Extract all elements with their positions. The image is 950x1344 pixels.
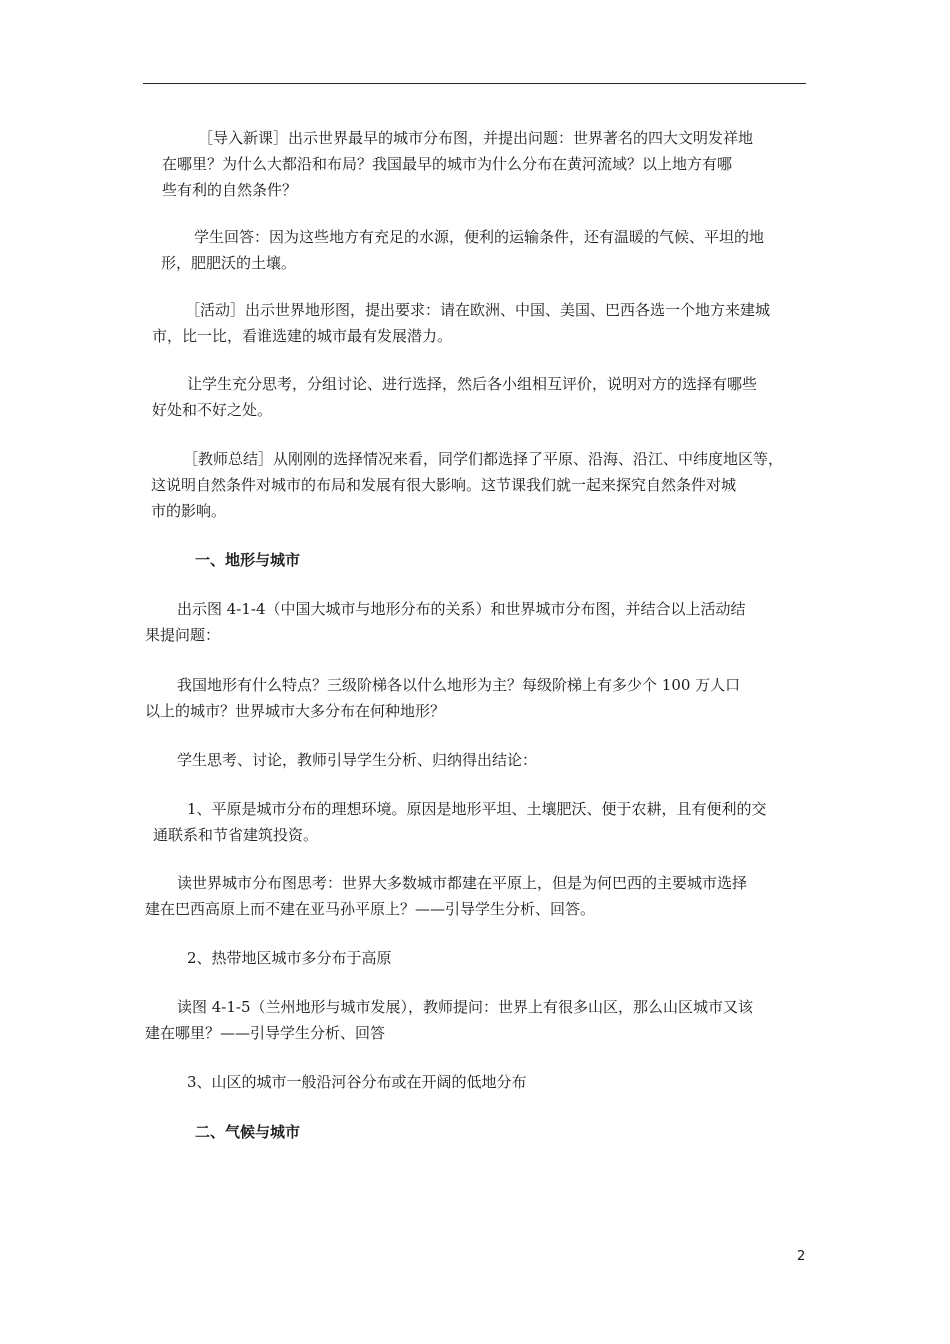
terrain-question-line1: 我国地形有什么特点？三级阶梯各以什么地形为主？每级阶梯上有多少个 100 万人口 [177,676,741,694]
teacher-summary-line3: 市的影响。 [151,502,227,520]
discussion-line2: 好处和不好之处。 [152,401,273,419]
lanzhou-question-line1: 读图 4-1-5（兰州地形与城市发展），教师提问：世界上有很多山区，那么山区城市又该 [177,998,754,1016]
activity-line1: ［活动］出示世界地形图，提出要求：请在欧洲、中国、美国、巴西各选一个地方来建城 [185,301,771,319]
conclusion-3: 3、山区的城市一般沿河谷分布或在开阔的低地分布 [187,1073,527,1091]
student-thinking: 学生思考、讨论，教师引导学生分析、归纳得出结论： [177,751,538,769]
figure-question-line1: 出示图 4-1-4（中国大城市与地形分布的关系）和世界城市分布图，并结合以上活动结 [177,600,746,618]
brazil-question-line1: 读世界城市分布图思考：世界大多数城市都建在平原上，但是为何巴西的主要城市选择 [177,874,748,892]
brazil-question-line2: 建在巴西高原上而不建在亚马孙平原上？——引导学生分析、回答。 [145,900,596,918]
student-answer-line2: 形，肥肥沃的土壤。 [161,254,297,272]
conclusion-1-line2: 通联系和节省建筑投资。 [153,826,319,844]
section-heading-terrain: 一、地形与城市 [195,551,301,569]
figure-question-line2: 果提问题： [145,626,221,644]
student-answer-line1: 学生回答：因为这些地方有充足的水源，便利的运输条件，还有温暖的气候、平坦的地 [194,228,765,246]
teacher-summary-line2: 这说明自然条件对城市的布局和发展有很大影响。这节课我们就一起来探究自然条件对城 [151,476,737,494]
header-rule [143,83,806,84]
teacher-summary-line1: ［教师总结］从刚刚的选择情况来看，同学们都选择了平原、沿海、沿江、中纬度地区等， [183,450,784,468]
intro-paragraph-line1: ［导入新课］出示世界最早的城市分布图，并提出问题：世界著名的四大文明发祥地 [198,129,754,147]
section-heading-climate: 二、气候与城市 [195,1123,301,1141]
intro-paragraph-line3: 些有利的自然条件？ [162,181,298,199]
activity-line2: 市，比一比，看谁选建的城市最有发展潜力。 [152,327,453,345]
terrain-question-line2: 以上的城市？世界城市大多分布在何种地形？ [145,702,446,720]
conclusion-2: 2、热带地区城市多分布于高原 [187,949,392,967]
discussion-line1: 让学生充分思考，分组讨论、进行选择，然后各小组相互评价，说明对方的选择有哪些 [187,375,758,393]
intro-paragraph-line2: 在哪里？为什么大都沿和布局？我国最早的城市为什么分布在黄河流域？以上地方有哪 [162,155,733,173]
page-number: 2 [797,1249,806,1264]
lanzhou-question-line2: 建在哪里？——引导学生分析、回答 [145,1024,386,1042]
conclusion-1-line1: 1、平原是城市分布的理想环境。原因是地形平坦、土壤肥沃、便于农耕，且有便利的交 [187,800,767,818]
